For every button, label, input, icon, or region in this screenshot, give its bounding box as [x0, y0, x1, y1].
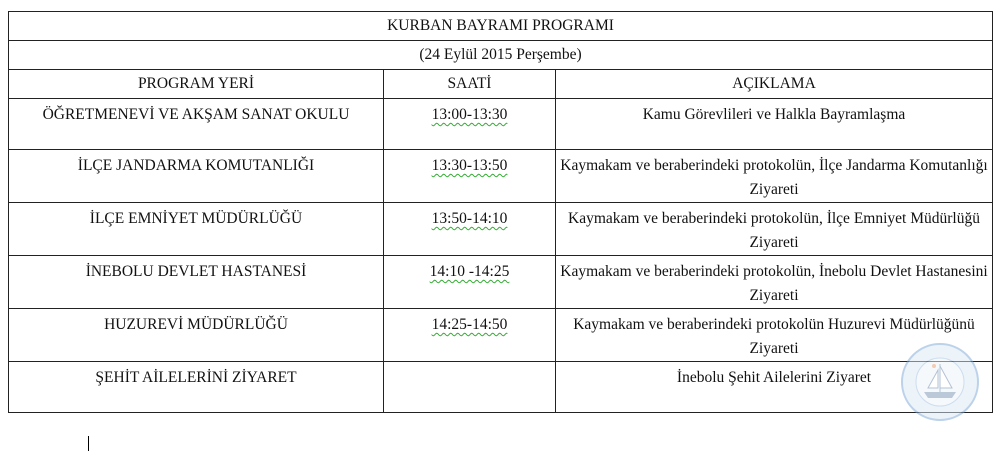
time-cell: [384, 309, 556, 362]
time-text: 13:00-13:30: [431, 106, 508, 123]
place-cell: HUZUREVİ MÜDÜRLÜĞÜ: [9, 309, 384, 362]
table-date: (24 Eylül 2015 Perşembe): [9, 41, 993, 70]
program-table: [8, 11, 993, 413]
description-cell: Kaymakam ve beraberindeki protokolün Huzurevi Müdürlüğünü Ziyareti: [556, 309, 993, 362]
header-time: SAATİ: [384, 70, 556, 99]
text-cursor: [88, 436, 89, 451]
header-description: AÇIKLAMA: [556, 70, 993, 99]
description-cell: Kaymakam ve beraberindeki protokolün, İlçe Jandarma Komutanlığı Ziyareti: [556, 150, 993, 203]
description-cell: Kamu Görevlileri ve Halkla Bayramlaşma: [556, 99, 993, 150]
time-cell: [384, 99, 556, 150]
time-text: 13:50-14:10: [431, 210, 508, 227]
table-row: [9, 203, 993, 256]
time-text: 14:10 -14:25: [429, 263, 510, 280]
place-cell: İLÇE EMNİYET MÜDÜRLÜĞÜ: [9, 203, 384, 256]
description-cell: Kaymakam ve beraberindeki protokolün, İnebolu Devlet Hastanesini Ziyareti: [556, 256, 993, 309]
time-text: 13:30-13:50: [431, 157, 508, 174]
table-row: [9, 256, 993, 309]
time-cell: [384, 203, 556, 256]
description-cell: İnebolu Şehit Ailelerini Ziyaret: [556, 362, 993, 413]
time-cell: [384, 362, 556, 413]
place-cell: ŞEHİT AİLELERİNİ ZİYARET: [9, 362, 384, 413]
municipality-logo-icon: [900, 342, 980, 422]
table-row: [9, 150, 993, 203]
table-row: [9, 362, 993, 413]
place-cell: İNEBOLU DEVLET HASTANESİ: [9, 256, 384, 309]
time-text: 14:25-14:50: [431, 316, 508, 333]
header-place: PROGRAM YERİ: [9, 70, 384, 99]
description-cell: Kaymakam ve beraberindeki protokolün, İlçe Emniyet Müdürlüğü Ziyareti: [556, 203, 993, 256]
table-row: [9, 99, 993, 150]
table-row: [9, 309, 993, 362]
place-cell: ÖĞRETMENEVİ VE AKŞAM SANAT OKULU: [9, 99, 384, 150]
place-cell: İLÇE JANDARMA KOMUTANLIĞI: [9, 150, 384, 203]
time-cell: [384, 150, 556, 203]
time-cell: [384, 256, 556, 309]
table-title: KURBAN BAYRAMI PROGRAMI: [9, 12, 993, 41]
